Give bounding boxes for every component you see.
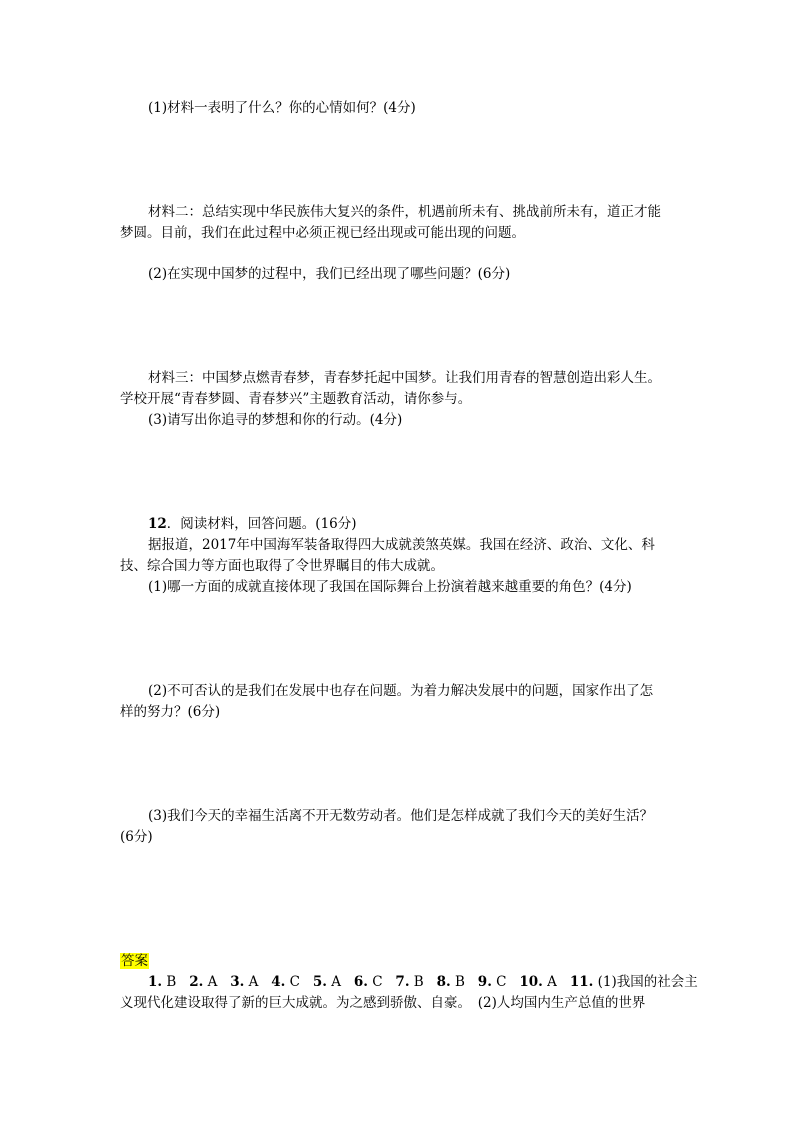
q11-material2-line1: 材料二：总结实现中华民族伟大复兴的条件，机遇前所未有、挑战前所未有，道正才能	[148, 204, 661, 220]
q12-sub3-line2: (6分)	[120, 829, 153, 845]
q12-stem-text: ．阅读材料，回答问题。(16分)	[166, 516, 357, 532]
q11-material2-line2: 梦圆。目前，我们在此过程中必须正视已经出现或可能出现的问题。	[120, 225, 525, 241]
answer-item: 5. A	[312, 974, 341, 990]
q12-sub2-line2: 样的努力？(6分)	[120, 704, 221, 720]
q12-material-line2: 技、综合国力等方面也取得了令世界瞩目的伟大成就。	[120, 558, 444, 574]
q11-sub3: (3)请写出你追寻的梦想和你的行动。(4分)	[148, 412, 403, 428]
answer-item: 11. (1)我国的社会主	[569, 974, 698, 990]
answer-item: 3. A	[230, 974, 259, 990]
answers-label: 答案	[121, 953, 148, 969]
q11-material3-line2: 学校开展“青春梦圆、青春梦兴”主题教育活动，请你参与。	[120, 391, 472, 407]
q12-stem	[148, 515, 357, 533]
answer-item: 1. B	[148, 974, 177, 990]
answer-item: 7. B	[395, 974, 424, 990]
answer-item: 8. B	[436, 974, 465, 990]
answers-heading	[120, 952, 149, 970]
answer-item: 4. C	[271, 974, 300, 990]
q12-sub2-line1: (2)不可否认的是我们在发展中也存在问题。为着力解决发展中的问题，国家作出了怎	[148, 683, 654, 699]
answer-item: 2. A	[189, 974, 218, 990]
answers-line1	[148, 973, 698, 991]
answer-item: 9. C	[477, 974, 507, 990]
answer-item: 10. A	[519, 974, 557, 990]
q12-sub1: (1)哪一方面的成就直接体现了我国在国际舞台上扮演着越来越重要的角色？(4分)	[148, 579, 632, 595]
answer-item: 6. C	[353, 974, 383, 990]
q12-material-line1: 据报道，2017年中国海军装备取得四大成就羡煞英媒。我国在经济、政治、文化、科	[148, 537, 655, 553]
q11-sub1: (1)材料一表明了什么？你的心情如何？(4分)	[148, 100, 416, 116]
q12-sub3-line1: (3)我们今天的幸福生活离不开无数劳动者。他们是怎样成就了我们今天的美好生活？	[148, 808, 654, 824]
q11-sub2: (2)在实现中国梦的过程中，我们已经出现了哪些问题？(6分)	[148, 266, 511, 282]
q12-number: 12	[148, 516, 167, 532]
q11-material3-line1: 材料三：中国梦点燃青春梦，青春梦托起中国梦。让我们用青春的智慧创造出彩人生。	[148, 370, 661, 386]
answers-line2: 义现代化建设取得了新的巨大成就。为之感到骄傲、自豪。 (2)人均国内生产总值的世界	[120, 995, 646, 1011]
